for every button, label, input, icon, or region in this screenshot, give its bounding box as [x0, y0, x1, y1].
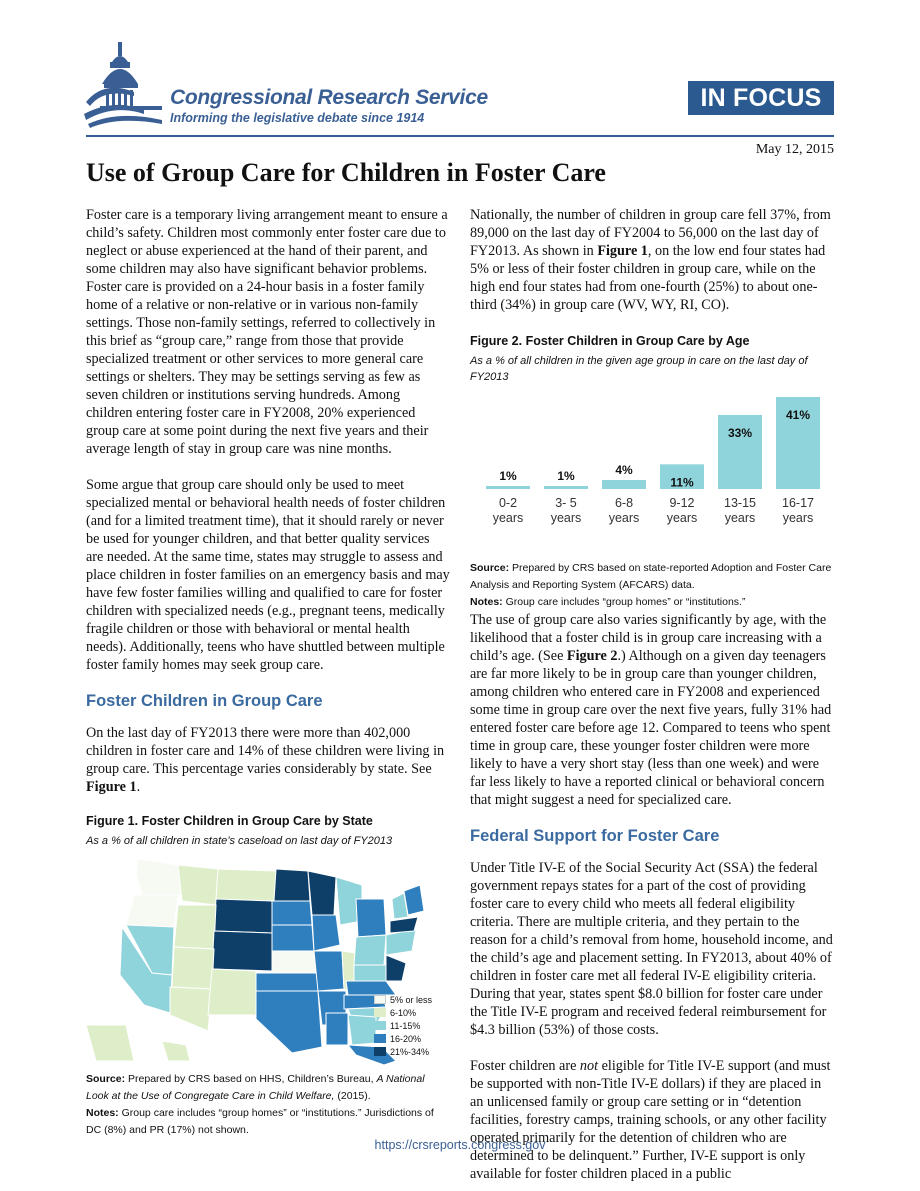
bar-value-label: 1%: [557, 469, 575, 483]
bar-value-label: 33%: [727, 425, 753, 440]
category-label: years: [608, 511, 640, 525]
intro-paragraph: Foster care is a temporary living arrangement meant to ensure a child’s safety. Children most commonly enter foster care due to neglect or abuse experienced at the hand of their parent, and some children may also have significant behavior problems. Foster care is provided on a 24-hour basis in a foster family home of a relative or non-relative or in various non-family settings. Those non-family settings, referred to collectively in this brief as “group care,” range from those that provide specialized treatment or other services to more general care settings or shelters. They may be settings serving as few as seven children or institutions serving hundreds. Among children entering foster care in FY2008, 20% experienced group care at some point during the next five years and their average length of stay in group care was nine months.: [86, 207, 448, 457]
footer-url[interactable]: https://crsreports.congress.gov: [374, 1138, 546, 1152]
figure-1-reference: Figure 1: [86, 779, 137, 795]
bar-0: [486, 486, 530, 489]
capitol-dome-logo: [84, 40, 168, 130]
bar-value-label: 41%: [785, 408, 811, 422]
age-paragraph: The use of group care also varies significantly by age, with the likelihood that a foster child is in group care increasing with a child’s age. (See Figure 2.) Although on a given day teenagers are far more likely to be in group care than younger children, among children who entered care in FY2008 and experienced some time in group care over the next five years, fully 31% had entered foster care before age 12. Compared to teens who spent time in group care, these younger foster children were more likely to have a very short stay (less than one week) and were far less likely to have a reported clinical or behavioral concern that might suggest a need for specialized care.: [470, 612, 832, 808]
legend-item: 21%-34%: [374, 1045, 432, 1058]
in-focus-badge: IN FOCUS: [688, 81, 834, 115]
category-label: 16-17: [782, 496, 814, 510]
category-label: years: [550, 511, 582, 525]
left-column: [86, 206, 450, 1139]
category-label: 6-8: [614, 496, 634, 510]
figure-2-subtitle: As a % of all children in the given age group in care on the last day of FY2013: [470, 355, 808, 383]
category-label: 0-2: [498, 496, 518, 510]
bar-value-label: 4%: [615, 463, 633, 478]
category-label: 9-12: [669, 496, 695, 510]
category-label: years: [666, 511, 698, 525]
page-title: Use of Group Care for Children in Foster Care: [86, 158, 606, 187]
bar-2: [602, 480, 646, 489]
legend-item: 6-10%: [374, 1006, 432, 1019]
group-care-paragraph: On the last day of FY2013 there were more than 402,000 children in foster care and 14% of these children were living in group care. This percentage varies considerably by state. See Figure 1.: [86, 725, 445, 795]
category-label: 3- 5: [555, 496, 577, 510]
publication-date: May 12, 2015: [755, 142, 834, 157]
argument-paragraph: Some argue that group care should only be used to meet specialized mental or behavioral health needs of foster children (and for a limited treatment time), that it should rarely or never be used for younger children, and that better quality services are needed. At the same time, states may struggle to assess and place children in foster families on an emergency basis and may have few foster families willing and qualified to care for foster children with specialized needs (e.g., pregnant teens, medically fragile children or those with behavioral or mental health needs). Additionally, teens who have shuttled between multiple foster family homes may seek group care.: [86, 477, 450, 673]
eligibility-paragraph: Foster children are not eligible for Title IV-E support (and must be supported with non-Title IV-E dollars) if they are placed in an unlicensed family or group care setting or in “detention facilities, forestry camps, training schools, or any other facility operated primarily for the detention of children who are determined to be delinquent.” Further, IV-E support is only available for foster children placed in a public: [470, 1058, 831, 1182]
bar-value-label: 1%: [499, 469, 517, 483]
org-name: Congressional Research Service: [170, 86, 488, 109]
bar-1: [544, 486, 588, 489]
right-column: [470, 206, 834, 1191]
page-header: [0, 0, 920, 187]
bar-value-label: 11%: [670, 475, 694, 490]
legend-item: 11-15%: [374, 1019, 432, 1032]
age-bar-chart: [470, 391, 834, 541]
legend-item: 5% or less: [374, 993, 432, 1006]
us-state-map: [86, 855, 450, 1065]
figure-2-reference: Figure 2: [566, 648, 618, 664]
figure-2-notes: Notes: Group care includes “group homes” or “institutions.”: [470, 596, 746, 608]
figure-2-title: Figure 2. Foster Children in Group Care by Age: [470, 334, 750, 348]
legend-item: 16-20%: [374, 1032, 432, 1045]
category-label: years: [724, 511, 756, 525]
figure-1-source: Source: Prepared by CRS based on HHS, Children’s Bureau, A National Look at the Use of Congregate Care in Child Welfare, (2015).: [86, 1073, 425, 1102]
category-label: years: [492, 511, 524, 525]
section-heading-federal-support: Federal Support for Foster Care: [470, 827, 720, 845]
figure-2-source: Source: Prepared by CRS based on state-reported Adoption and Foster Care Analysis and Reporting System (AFCARS) data.: [470, 562, 832, 591]
header-divider: [86, 135, 834, 137]
section-heading-group-care: Foster Children in Group Care: [86, 692, 323, 710]
national-trend-paragraph: Nationally, the number of children in group care fell 37%, from 89,000 on the last day of FY2004 to 56,000 on the last day of FY2013. As shown in Figure 1, on the low end four states had 5% or less of their foster children in group care, while on the high end four states had from one-fourth (25%) to about one-third (34%) in group care (WV, WY, RI, CO).: [470, 207, 831, 313]
figure-1-title: Figure 1. Foster Children in Group Care by State: [86, 814, 373, 828]
category-label: 13-15: [724, 496, 756, 510]
figure-1-subtitle: As a % of all children in state’s caseload on last day of FY2013: [86, 835, 393, 847]
title-ive-paragraph: Under Title IV-E of the Social Security Act (SSA) the federal government repays states for a part of the cost of providing foster care to every child who meets all federal eligibility criteria. There are multiple criteria, and they pertain to the reason for a child’s removal from home, household income, and the child’s age and placement setting. In FY2013, about 40% of children in foster care met all federal IV-E eligibility criteria. During that year, states spent $8.0 billion for foster care under the Title IV-E program and received federal reimbursement for $4.3 billion (53%) of those costs.: [470, 860, 833, 1038]
category-label: years: [782, 511, 814, 525]
map-legend: [374, 993, 432, 1058]
figure-1-notes: Notes: Group care includes “group homes” or “institutions.” Jurisdictions of DC (8%) and PR (17%) not shown.: [86, 1107, 434, 1136]
org-tagline: Informing the legislative debate since 1914: [170, 111, 425, 125]
figure-1-reference: Figure 1: [597, 243, 648, 259]
